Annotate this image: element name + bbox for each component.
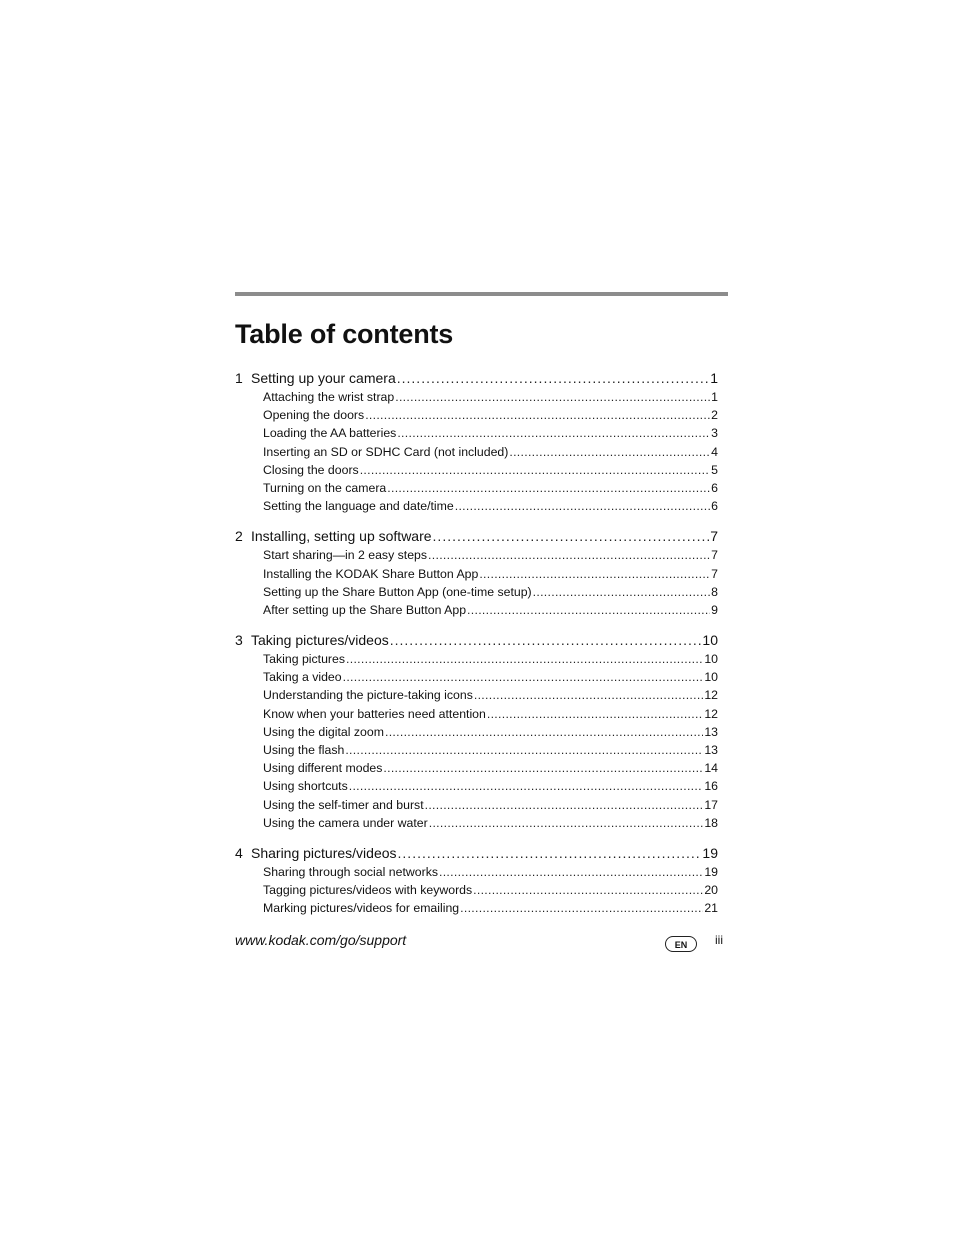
dot-leader bbox=[365, 406, 710, 424]
entry-page: 7 bbox=[711, 566, 718, 581]
chapter-title-text: Taking pictures/videos bbox=[251, 632, 389, 649]
entry-page: 3 bbox=[711, 426, 718, 441]
chapter-title-text: Installing, setting up software bbox=[251, 528, 432, 545]
toc-chapter-row[interactable] bbox=[235, 630, 718, 650]
entry-page: 8 bbox=[711, 584, 718, 599]
entry-title: Setting up the Share Button App (one-time setup) bbox=[263, 584, 532, 599]
entry-title: Turning on the camera bbox=[263, 480, 387, 495]
header-rule bbox=[235, 292, 728, 296]
entry-title: Using the camera under water bbox=[263, 815, 428, 830]
toc-entry-row[interactable] bbox=[235, 668, 718, 686]
toc-entry-row[interactable] bbox=[235, 705, 718, 723]
dot-leader bbox=[385, 723, 703, 741]
toc-entry-row[interactable] bbox=[235, 388, 718, 406]
toc-chapter-row[interactable] bbox=[235, 526, 718, 546]
dot-leader bbox=[487, 705, 703, 723]
entry-title: Setting the language and date/time bbox=[263, 499, 454, 514]
entry-page: 5 bbox=[711, 462, 718, 477]
entry-page: 6 bbox=[711, 499, 718, 514]
entry-page: 4 bbox=[711, 444, 718, 459]
dot-leader bbox=[429, 814, 704, 832]
entry-page: 18 bbox=[704, 815, 718, 830]
entry-page: 21 bbox=[704, 901, 718, 916]
entry-page: 14 bbox=[704, 761, 718, 776]
dot-leader bbox=[509, 443, 710, 461]
toc-entry-row[interactable] bbox=[235, 796, 718, 814]
entry-page: 10 bbox=[704, 652, 718, 667]
chapter-number: 4 bbox=[235, 844, 243, 861]
entry-title: Using the digital zoom bbox=[263, 724, 384, 739]
toc-chapter-row[interactable] bbox=[235, 843, 718, 863]
entry-page: 16 bbox=[704, 779, 718, 794]
entry-title: After setting up the Share Button App bbox=[263, 602, 467, 617]
dot-leader bbox=[387, 479, 710, 497]
dot-leader bbox=[474, 686, 703, 704]
dot-leader bbox=[533, 583, 711, 601]
entry-title: Inserting an SD or SDHC Card (not included) bbox=[263, 444, 509, 459]
toc-entry-row[interactable] bbox=[235, 565, 718, 583]
entry-title: Marking pictures/videos for emailing bbox=[263, 901, 460, 916]
support-url-link[interactable]: www.kodak.com/go/support bbox=[235, 932, 407, 948]
dot-leader bbox=[360, 461, 710, 479]
entry-title: Closing the doors bbox=[263, 462, 359, 477]
entry-page: 17 bbox=[704, 797, 718, 812]
entry-title: Using shortcuts bbox=[263, 779, 348, 794]
toc-entry-row[interactable] bbox=[235, 814, 718, 832]
dot-leader bbox=[473, 881, 703, 899]
entry-title: Tagging pictures/videos with keywords bbox=[263, 883, 473, 898]
entry-page: 12 bbox=[704, 706, 718, 721]
toc-chapter-4 bbox=[235, 843, 718, 918]
entry-title: Opening the doors bbox=[263, 408, 365, 423]
entry-title: Loading the AA batteries bbox=[263, 426, 397, 441]
toc-entry-row[interactable] bbox=[235, 601, 718, 619]
toc-entry-row[interactable] bbox=[235, 881, 718, 899]
entry-title: Know when your batteries need attention bbox=[263, 706, 486, 721]
chapter-page: 19 bbox=[702, 844, 718, 861]
dot-leader bbox=[349, 777, 704, 795]
dot-leader bbox=[439, 863, 703, 881]
toc-list bbox=[235, 368, 718, 918]
toc-entry-row[interactable] bbox=[235, 443, 718, 461]
toc-entry-row[interactable] bbox=[235, 461, 718, 479]
chapter-page: 1 bbox=[710, 370, 718, 386]
toc-chapter-1 bbox=[235, 368, 718, 515]
toc-entry-row[interactable] bbox=[235, 424, 718, 442]
chapter-title bbox=[235, 630, 389, 650]
dot-leader bbox=[390, 630, 702, 650]
entry-title: Understanding the picture-taking icons bbox=[263, 688, 473, 703]
chapter-title-text: Sharing pictures/videos bbox=[251, 844, 397, 861]
chapter-number: 1 bbox=[235, 370, 243, 386]
entry-title: Attaching the wrist strap bbox=[263, 390, 395, 404]
entry-page: 1 bbox=[711, 390, 718, 404]
toc-entry-row[interactable] bbox=[235, 406, 718, 424]
entry-page: 19 bbox=[704, 864, 718, 879]
dot-leader bbox=[433, 526, 710, 546]
entry-title: Using the flash bbox=[263, 743, 345, 757]
dot-leader bbox=[383, 759, 703, 777]
dot-leader bbox=[397, 424, 710, 442]
chapter-title bbox=[235, 368, 396, 388]
toc-entry-row[interactable] bbox=[235, 583, 718, 601]
dot-leader bbox=[345, 741, 703, 759]
entry-title: Sharing through social networks bbox=[263, 864, 438, 879]
entry-page: 2 bbox=[711, 408, 718, 423]
toc-entry-row[interactable] bbox=[235, 479, 718, 497]
toc-entry-row[interactable] bbox=[235, 546, 718, 564]
chapter-title bbox=[235, 526, 432, 546]
dot-leader bbox=[479, 565, 710, 583]
entry-title: Using the self-timer and burst bbox=[263, 797, 424, 812]
entry-title: Using different modes bbox=[263, 761, 383, 776]
toc-entry-row[interactable] bbox=[235, 899, 718, 917]
dot-leader bbox=[397, 368, 709, 388]
entry-page: 7 bbox=[711, 548, 718, 563]
toc-chapter-2 bbox=[235, 526, 718, 619]
dot-leader bbox=[398, 843, 702, 863]
toc-entry-row[interactable] bbox=[235, 497, 718, 515]
entry-title: Taking a video bbox=[263, 670, 342, 685]
toc-chapter-3 bbox=[235, 630, 718, 832]
entry-page: 6 bbox=[711, 480, 718, 495]
toc-entry-row[interactable] bbox=[235, 741, 718, 759]
entry-title: Start sharing—in 2 easy steps bbox=[263, 548, 428, 563]
page-title: Table of contents bbox=[235, 319, 454, 349]
dot-leader bbox=[425, 796, 704, 814]
toc-page bbox=[235, 292, 728, 929]
dot-leader bbox=[343, 668, 704, 686]
page-footer bbox=[235, 932, 723, 954]
dot-leader bbox=[346, 650, 703, 668]
dot-leader bbox=[395, 388, 710, 406]
toc-chapter-row[interactable] bbox=[235, 368, 718, 388]
entry-page: 12 bbox=[704, 688, 718, 703]
toc-entry-row[interactable] bbox=[235, 759, 718, 777]
entry-page: 13 bbox=[704, 743, 718, 757]
entry-page: 20 bbox=[704, 883, 718, 898]
dot-leader bbox=[460, 899, 703, 917]
dot-leader bbox=[455, 497, 710, 515]
chapter-page: 10 bbox=[702, 632, 718, 649]
chapter-page: 7 bbox=[710, 528, 718, 545]
entry-page: 13 bbox=[704, 724, 718, 739]
entry-page: 9 bbox=[711, 602, 718, 617]
chapter-number: 2 bbox=[235, 528, 243, 545]
dot-leader bbox=[428, 546, 710, 564]
entry-page: 10 bbox=[704, 670, 718, 685]
toc-entry-row[interactable] bbox=[235, 863, 718, 881]
page-number: iii bbox=[715, 933, 723, 947]
entry-title: Installing the KODAK Share Button App bbox=[263, 566, 479, 581]
chapter-title bbox=[235, 843, 397, 863]
toc-entry-row[interactable] bbox=[235, 650, 718, 668]
toc-entry-row[interactable] bbox=[235, 777, 718, 795]
language-badge: EN bbox=[665, 936, 697, 952]
toc-entry-row[interactable] bbox=[235, 686, 718, 704]
entry-title: Taking pictures bbox=[263, 652, 346, 667]
chapter-number: 3 bbox=[235, 632, 243, 649]
chapter-title-text: Setting up your camera bbox=[251, 370, 396, 386]
toc-entry-row[interactable] bbox=[235, 723, 718, 741]
dot-leader bbox=[467, 601, 710, 619]
